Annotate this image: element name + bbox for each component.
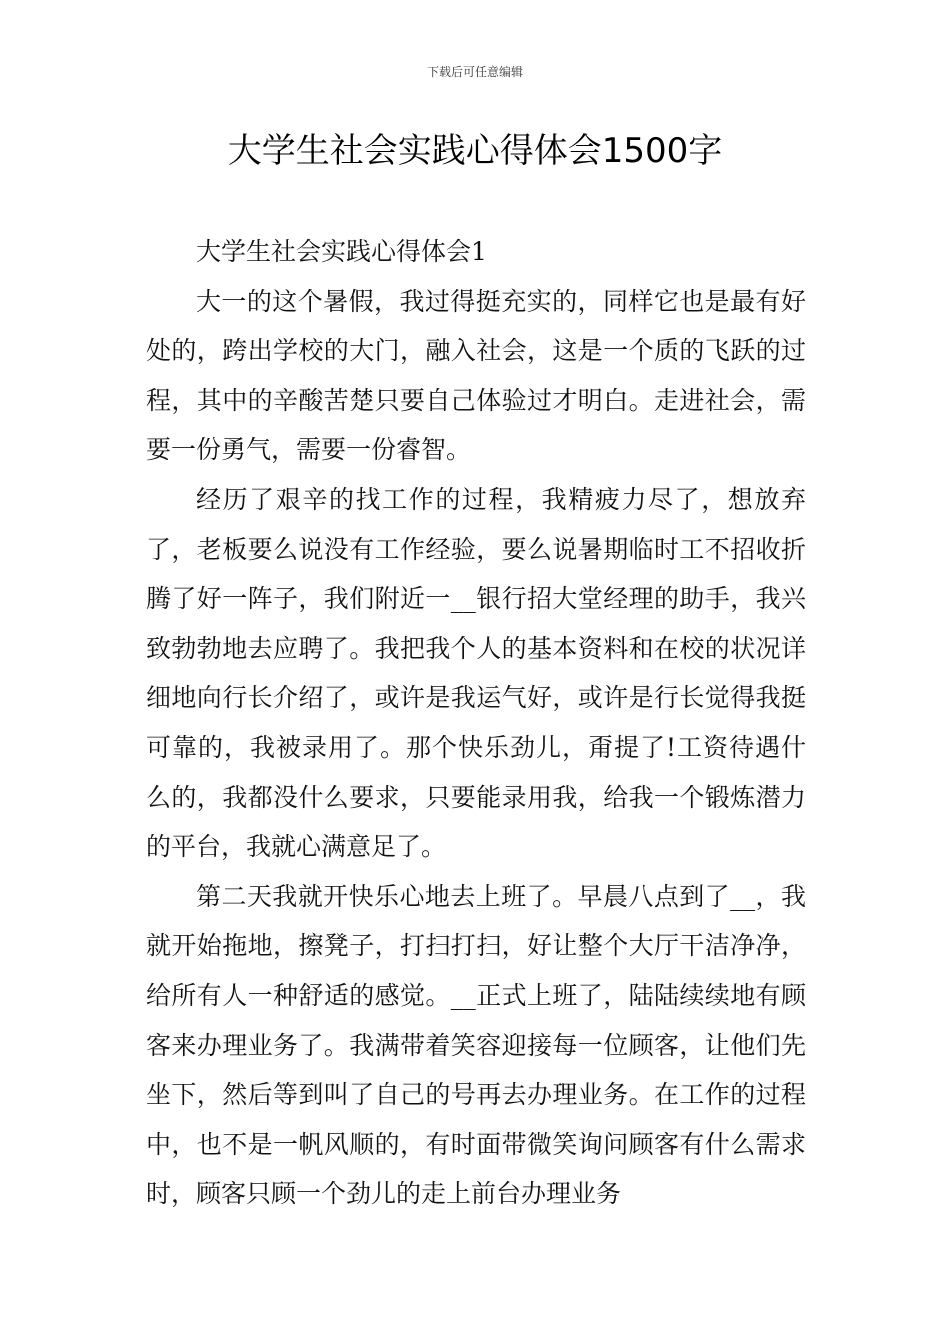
paragraph-2: 经历了艰辛的找工作的过程，我精疲力尽了，想放弃了，老板要么说没有工作经验，要么说暑期临时工不招收折腾了好一阵子，我们附近一__银行招大堂经理的助手，我兴致勃勃地去应聘了。我把我个人的基本资料和在校的状况详细地向行长介绍了，或许是我运气好，或许是行长觉得我挺可靠的，我被录用了。那个快乐劲儿，甭提了!工资待遇什么的，我都没什么要求，只要能录用我，给我一个锻炼潜力的平台，我就心满意足了。 xyxy=(146,484,806,862)
paragraph-1: 大一的这个暑假，我过得挺充实的，同样它也是最有好处的，跨出学校的大门，融入社会，这是一个质的飞跃的过程，其中的辛酸苦楚只要自己体验过才明白。走进社会，需要一份勇气，需要一份睿智。 xyxy=(146,286,806,465)
header-note: 下载后可任意编辑 xyxy=(426,65,523,79)
section-heading: 大学生社会实践心得体会1 xyxy=(196,237,487,266)
document-title: 大学生社会实践心得体会1500字 xyxy=(227,131,723,171)
document-body xyxy=(146,227,806,1219)
paragraph-3: 第二天我就开快乐心地去上班了。早晨八点到了__，我就开始拖地，擦凳子，打扫打扫，好让整个大厅干洁净净，给所有人一种舒适的感觉。__正式上班了，陆陆续续地有顾客来办理业务了。我满带着笑容迎接每一位顾客，让他们先坐下，然后等到叫了自己的号再去办理业务。在工作的过程中，也不是一帆风顺的，有时面带微笑询问顾客有什么需求时，顾客只顾一个劲儿的走上前台办理业务 xyxy=(146,881,806,1209)
